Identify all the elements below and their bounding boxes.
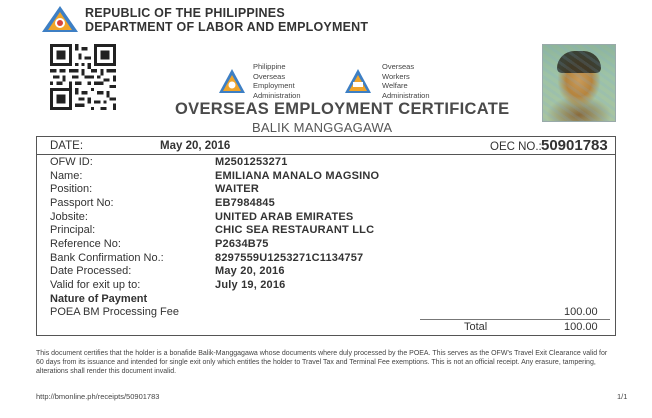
principal-label: Principal: [50,224,96,236]
oec-number-value: 50901783 [541,137,608,154]
republic-heading: REPUBLIC OF THE PHILIPPINES [85,6,285,20]
total-label: Total [464,321,488,333]
name-label: Name: [50,170,83,182]
date-label: DATE: [50,140,84,152]
principal-value: CHIC SEA RESTAURANT LLC [215,224,375,236]
total-amount: 100.00 [564,321,598,333]
ofw-id-value: M2501253271 [215,156,288,168]
owwa-logo-icon [344,68,372,94]
valid-until-label: Valid for exit up to: [50,279,141,291]
certification-note: This document certifies that the holder is a bonafide Balik-Manggagawa whose documents where duly processed by the POEA. This serves as the OFW's Travel Exit Clearance valid for 60 days from its issuance and intended for single exit only which entitles the holder to Travel Tax and Terminal Fee exemptions. This is not an official receipt. Any erasure, tampering, alterations shall render this document invalid. [36,350,608,376]
reference-value: P2634B75 [215,238,269,250]
reference-label: Reference No: [50,238,121,250]
passport-label: Passport No: [50,197,114,209]
bank-confirmation-value: 8297559U1253271C1134757 [215,252,364,264]
fee-item-amount: 100.00 [564,306,598,318]
page-number: 1/1 [617,392,628,401]
bank-confirmation-label: Bank Confirmation No.: [50,252,164,264]
date-value: May 20, 2016 [160,140,231,152]
date-processed-label: Date Processed: [50,265,132,277]
jobsite-value: UNITED ARAB EMIRATES [215,211,354,223]
receipt-url: http://bmonline.ph/receipts/50901783 [36,392,160,401]
owwa-name: Overseas Workers Welfare Administration [382,62,430,100]
position-label: Position: [50,183,93,195]
total-divider [420,319,610,320]
holder-photo [542,44,616,122]
dole-logo-icon [40,4,80,34]
poea-name: Philippine Overseas Employment Administration [253,62,301,100]
certificate-subtitle: BALIK MANGGAGAWA [252,120,393,135]
valid-until-value: July 19, 2016 [215,279,286,291]
jobsite-label: Jobsite: [50,211,88,223]
name-value: EMILIANA MANALO MAGSINO [215,170,380,182]
ofw-id-label: OFW ID: [50,156,93,168]
fee-item-label: POEA BM Processing Fee [50,306,179,318]
qr-code-icon [50,44,116,110]
payment-heading: Nature of Payment [50,293,148,305]
poea-logo-icon [218,68,246,94]
department-heading: DEPARTMENT OF LABOR AND EMPLOYMENT [85,20,369,34]
position-value: WAITER [215,183,259,195]
passport-value: EB7984845 [215,197,275,209]
oec-number-label: OEC NO.: [490,141,542,153]
date-processed-value: May 20, 2016 [215,265,285,277]
certificate-title: OVERSEAS EMPLOYMENT CERTIFICATE [175,100,510,118]
